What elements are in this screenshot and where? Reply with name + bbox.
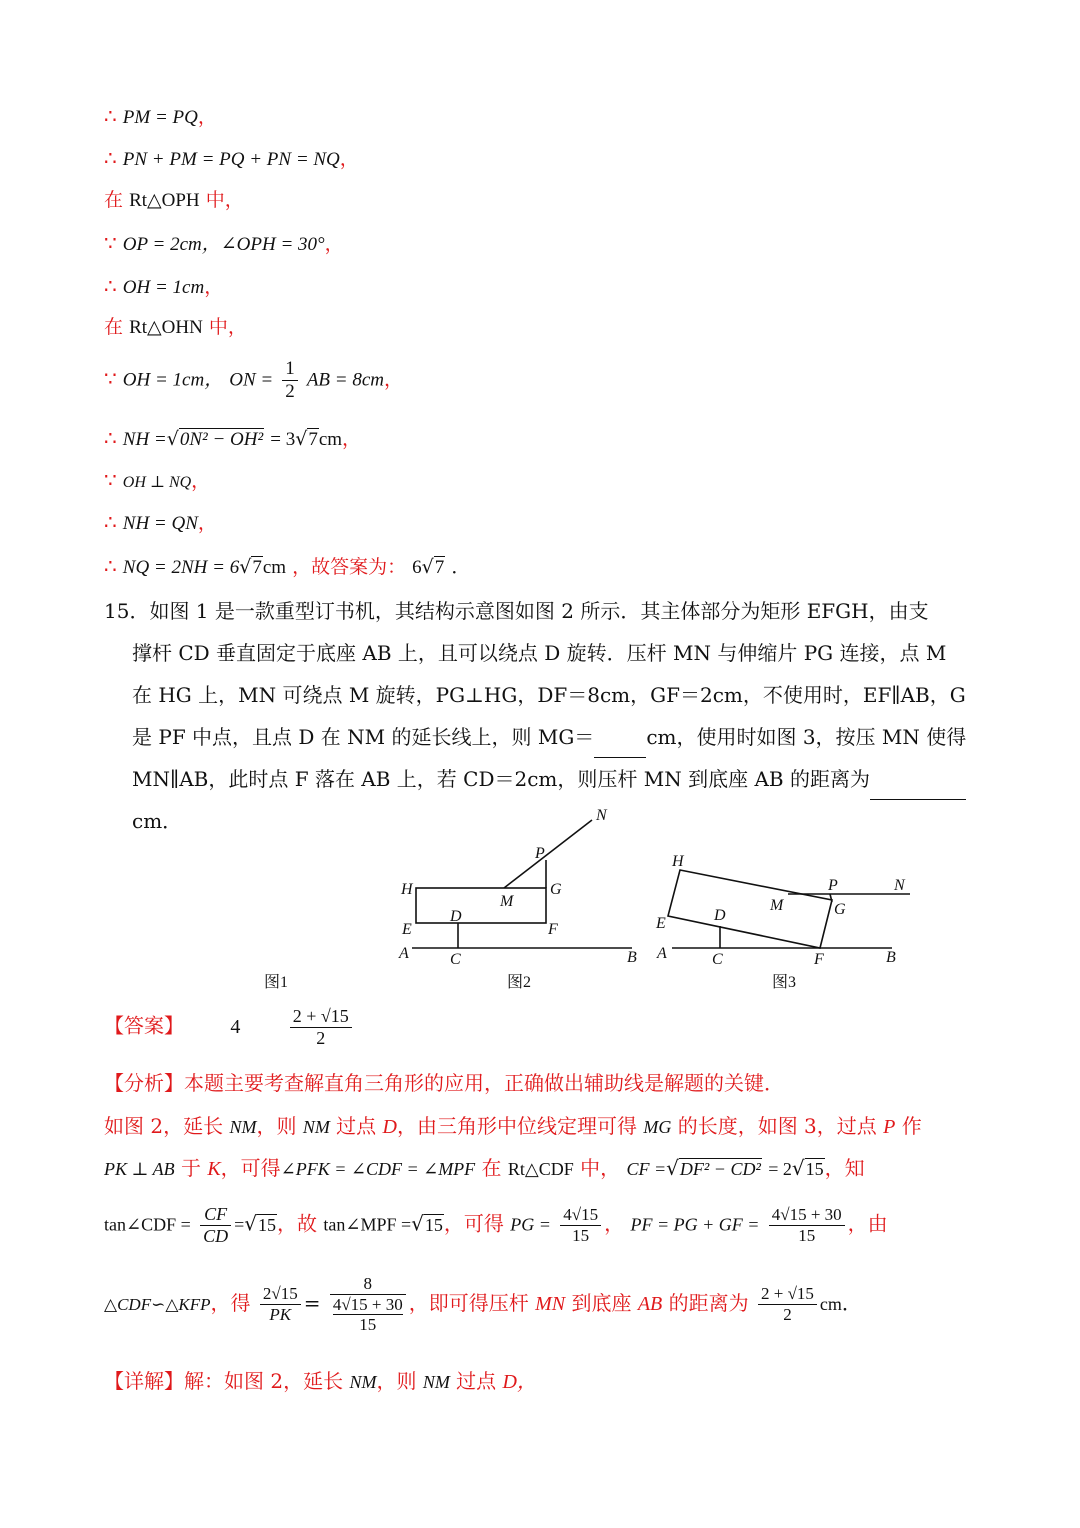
svg-text:M: M xyxy=(770,897,784,914)
step-8: ∴ NH =√0N² − OH² = 3√7cm， xyxy=(104,426,362,450)
question-line-2: 撑杆 CD 垂直固定于底座 AB 上，且可以绕点 D 旋转．压杆 MN 与伸缩片 PG 连接，点 M xyxy=(132,641,947,665)
answer-line xyxy=(104,1006,355,1048)
step-6: 在 Rt△OHN 中， xyxy=(104,316,247,338)
svg-text:E: E xyxy=(656,915,666,932)
question-line-4: 是 PF 中点，且点 D 在 NM 的延长线上，则 MG＝ cm，使用时如图 3，按压 MN 使得 xyxy=(104,716,984,758)
analysis-label: 【分析】 xyxy=(104,1071,184,1095)
fraction-half: $\frac{1}{2}$ xyxy=(282,358,298,403)
svg-text:B: B xyxy=(886,949,896,966)
svg-text:N: N xyxy=(894,877,905,894)
svg-text:P: P xyxy=(535,845,545,862)
question-line-5: MN∥AB，此时点 F 落在 AB 上，若 CD＝2cm，则压杆 MN 到底座 AB 的距离为cm． xyxy=(104,758,984,842)
detail-line: 【详解】解：如图 2，延长 NM，则 NM 过点 D， xyxy=(104,1369,537,1393)
fig2-diagram xyxy=(412,820,632,948)
svg-text:D: D xyxy=(450,908,462,925)
answer-label: 【答案】 xyxy=(104,1013,184,1038)
fig2-caption: 图2 xyxy=(506,974,532,991)
svg-text:F: F xyxy=(548,921,558,938)
step-3: 在 Rt△OPH 中， xyxy=(104,189,244,211)
step-9: ∵ OH ⊥ NQ， xyxy=(104,468,211,492)
svg-text:H: H xyxy=(401,881,413,898)
svg-text:C: C xyxy=(712,951,723,968)
analysis-p1: 如图 2，延长 NM，则 NM 过点 D，由三角形中位线定理可得 MG 的长度，如图 3，过点 P 作 xyxy=(104,1114,922,1138)
step-1: ∴ PM = PQ， xyxy=(104,104,217,128)
svg-text:H: H xyxy=(672,853,684,870)
figures xyxy=(0,802,1080,1002)
analysis-p2: PK ⊥ AB 于 K，可得∠PFK = ∠CDF = ∠MPF 在 Rt△CDF 中， CF =√DF² − CD² = 2√15，知 xyxy=(104,1156,865,1180)
svg-text:C: C xyxy=(450,951,461,968)
svg-text:A: A xyxy=(399,945,409,962)
analysis-intro: 【分析】本题主要考查解直角三角形的应用，正确做出辅助线是解题的关键． xyxy=(104,1071,784,1095)
svg-text:N: N xyxy=(596,807,607,824)
svg-text:D: D xyxy=(714,907,726,924)
fig3-caption: 图3 xyxy=(771,974,797,991)
question-line-1: 15．如图 1 是一款重型订书机，其结构示意图如图 2 所示．其主体部分为矩形 EFGH，由支 xyxy=(104,599,929,623)
svg-text:M: M xyxy=(500,893,514,910)
step-5: ∴ OH = 1cm， xyxy=(104,274,224,298)
fig3-labels xyxy=(655,853,906,968)
answer-blank-2[interactable] xyxy=(870,799,966,800)
step-2: ∴ PN + PM = PQ + PN = NQ， xyxy=(104,146,359,170)
detail-label: 【详解】 xyxy=(104,1369,184,1393)
svg-text:E: E xyxy=(402,921,412,938)
answer-second: $\frac{2 + √15}{2}$ xyxy=(290,1006,352,1048)
svg-text:B: B xyxy=(627,949,637,966)
svg-text:P: P xyxy=(828,877,838,894)
therefore-symbol: ∴ xyxy=(104,104,117,128)
svg-text:F: F xyxy=(814,951,824,968)
step-10: ∴ NH = QN， xyxy=(104,510,217,534)
because-symbol: ∵ xyxy=(104,231,117,255)
svg-text:G: G xyxy=(834,901,846,918)
question-line-3: 在 HG 上，MN 可绕点 M 旋转，PG⊥HG，DF＝8cm，GF＝2cm，不使用时，EF∥AB，G xyxy=(132,683,966,707)
analysis-p4: △CDF∽△KFP，得 $\frac{2√15}{PK}$ = 8 4√15 + 30 15 ，即可得压杆 MN 到底座 AB 的距离为 $\frac{2 + √15}{2}$ cm． xyxy=(104,1274,862,1335)
answer-first: 4 xyxy=(230,1015,241,1038)
step-11: ∴ NQ = 2NH = 6√7cm ，故答案为： 6√7 ． xyxy=(104,554,471,578)
step-7: ∵ OH = 1cm， ON = $\frac{1}{2}$ AB = 8cm， xyxy=(104,358,404,402)
step-4: ∵ OP = 2cm，∠OPH = 30°， xyxy=(104,231,344,255)
svg-text:G: G xyxy=(550,881,562,898)
analysis-p3: tan∠CDF = $\frac{CF}{CD}$ =√15，故 tan∠MPF =√15，可得 PG = $\frac{4√15}{15}$ ， PF = PG + GF = $\frac{4√15 + 30}{15}$ ，由 xyxy=(104,1204,888,1246)
svg-text:A: A xyxy=(657,945,667,962)
fig1-caption: 图1 xyxy=(263,974,289,991)
fig3-diagram xyxy=(668,870,910,948)
